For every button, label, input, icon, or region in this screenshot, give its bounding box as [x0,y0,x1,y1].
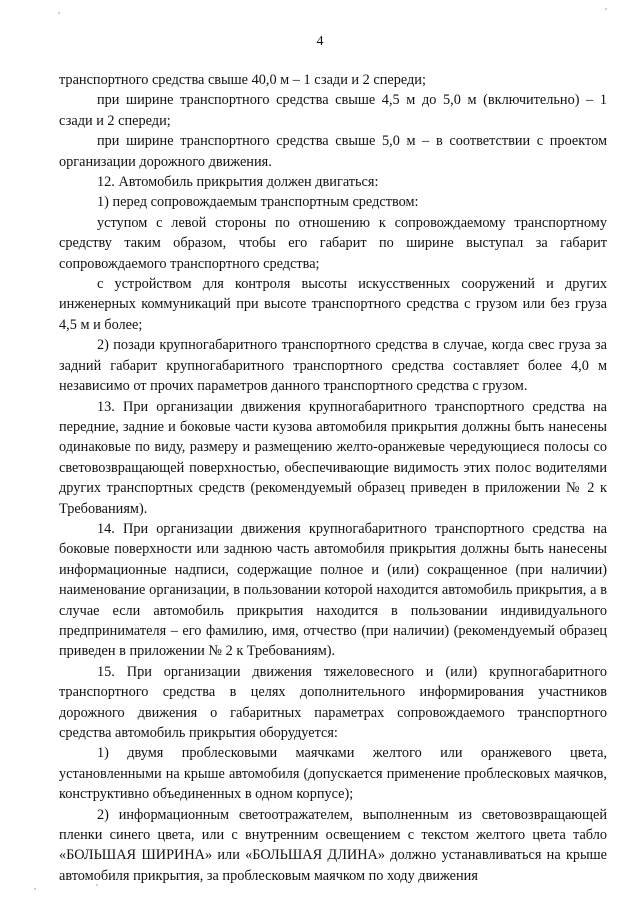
page-number: 4 [316,34,324,49]
scan-speck [34,888,36,890]
paragraph: при ширине транспортного средства свыше 5,0 м – в соответствии с проектом организации дорожного движения. [59,133,607,170]
scan-speck [58,12,60,14]
paragraph: с устройством для контроля высоты искусственных сооружений и других инженерных коммуникаций при высоте транспортного средства с грузом или без груза 4,5 м и более; [59,276,607,333]
paragraph: 14. При организации движения крупногабаритного транспортного средства на боковые поверхности или заднюю часть автомобиля прикрытия должны быть нанесены информационные надписи, содержащие полное и (или) сокращенное (при наличии) наименование организации, в пользовании которой находится автомобиль прикрытия, а в случае если автомобиль прикрытия находится в пользовании индивидуального предпринимателя – его фамилию, имя, отчество (при наличии) (рекомендуемый образец приведен в приложении № 2 к Требованиям). [59,520,607,660]
scan-speck [96,884,98,886]
paragraph: 15. При организации движения тяжеловесного и (или) крупногабаритного транспортного средства в целях дополнительного информирования участников дорожного движения о габаритных параметрах сопровождаемого транспортного средства автомобиль прикрытия оборудуется: [59,663,607,741]
paragraph: 1) перед сопровождаемым транспортным средством: [97,194,419,211]
paragraph: 2) информационным светоотражателем, выполненным из световозвращающей пленки синего цвета, или с внутренним освещением с текстом желтого цвета табло «БОЛЬШАЯ ШИРИНА» или «БОЛЬШАЯ ДЛИНА» должно устанавливаться на крыше автомобиля прикрытия, за проблесковым маячком по ходу движения [59,806,607,884]
paragraph: 12. Автомобиль прикрытия должен двигаться: [97,174,379,191]
paragraph: при ширине транспортного средства свыше 4,5 м до 5,0 м (включительно) – 1 сзади и 2 спереди; [59,92,607,129]
paragraph: 13. При организации движения крупногабаритного транспортного средства на передние, задние и боковые части кузова автомобиля прикрытия должны быть нанесены одинаковые по виду, размеру и размещению желто-оранжевые чередующиеся полосы со световозвращающей поверхностью, обеспечивающие видимость этих полос водителями других транспортных средств (рекомендуемый образец приведен в приложении № 2 к Требованиям). [59,398,607,517]
scan-speck [605,8,607,10]
paragraph: 2) позади крупногабаритного транспортного средства в случае, когда свес груза за задний габарит крупногабаритного транспортного средства составляет более 4,0 м независимо от прочих параметров данного транспортного средства с грузом. [59,337,607,395]
paragraph: транспортного средства свыше 40,0 м – 1 сзади и 2 спереди; [59,72,426,88]
paragraph: уступом с левой стороны по отношению к сопровождаемому транспортному средству таким образом, чтобы его габарит по ширине выступал за габарит сопровождаемого транспортного средства; [59,214,607,272]
document-body [59,70,607,886]
paragraph: 1) двумя проблесковыми маячками желтого или оранжевого цвета, установленными на крыше автомобиля (допускается применение проблесковых маячков, конструктивно объединенных в одном корпусе); [59,745,607,803]
